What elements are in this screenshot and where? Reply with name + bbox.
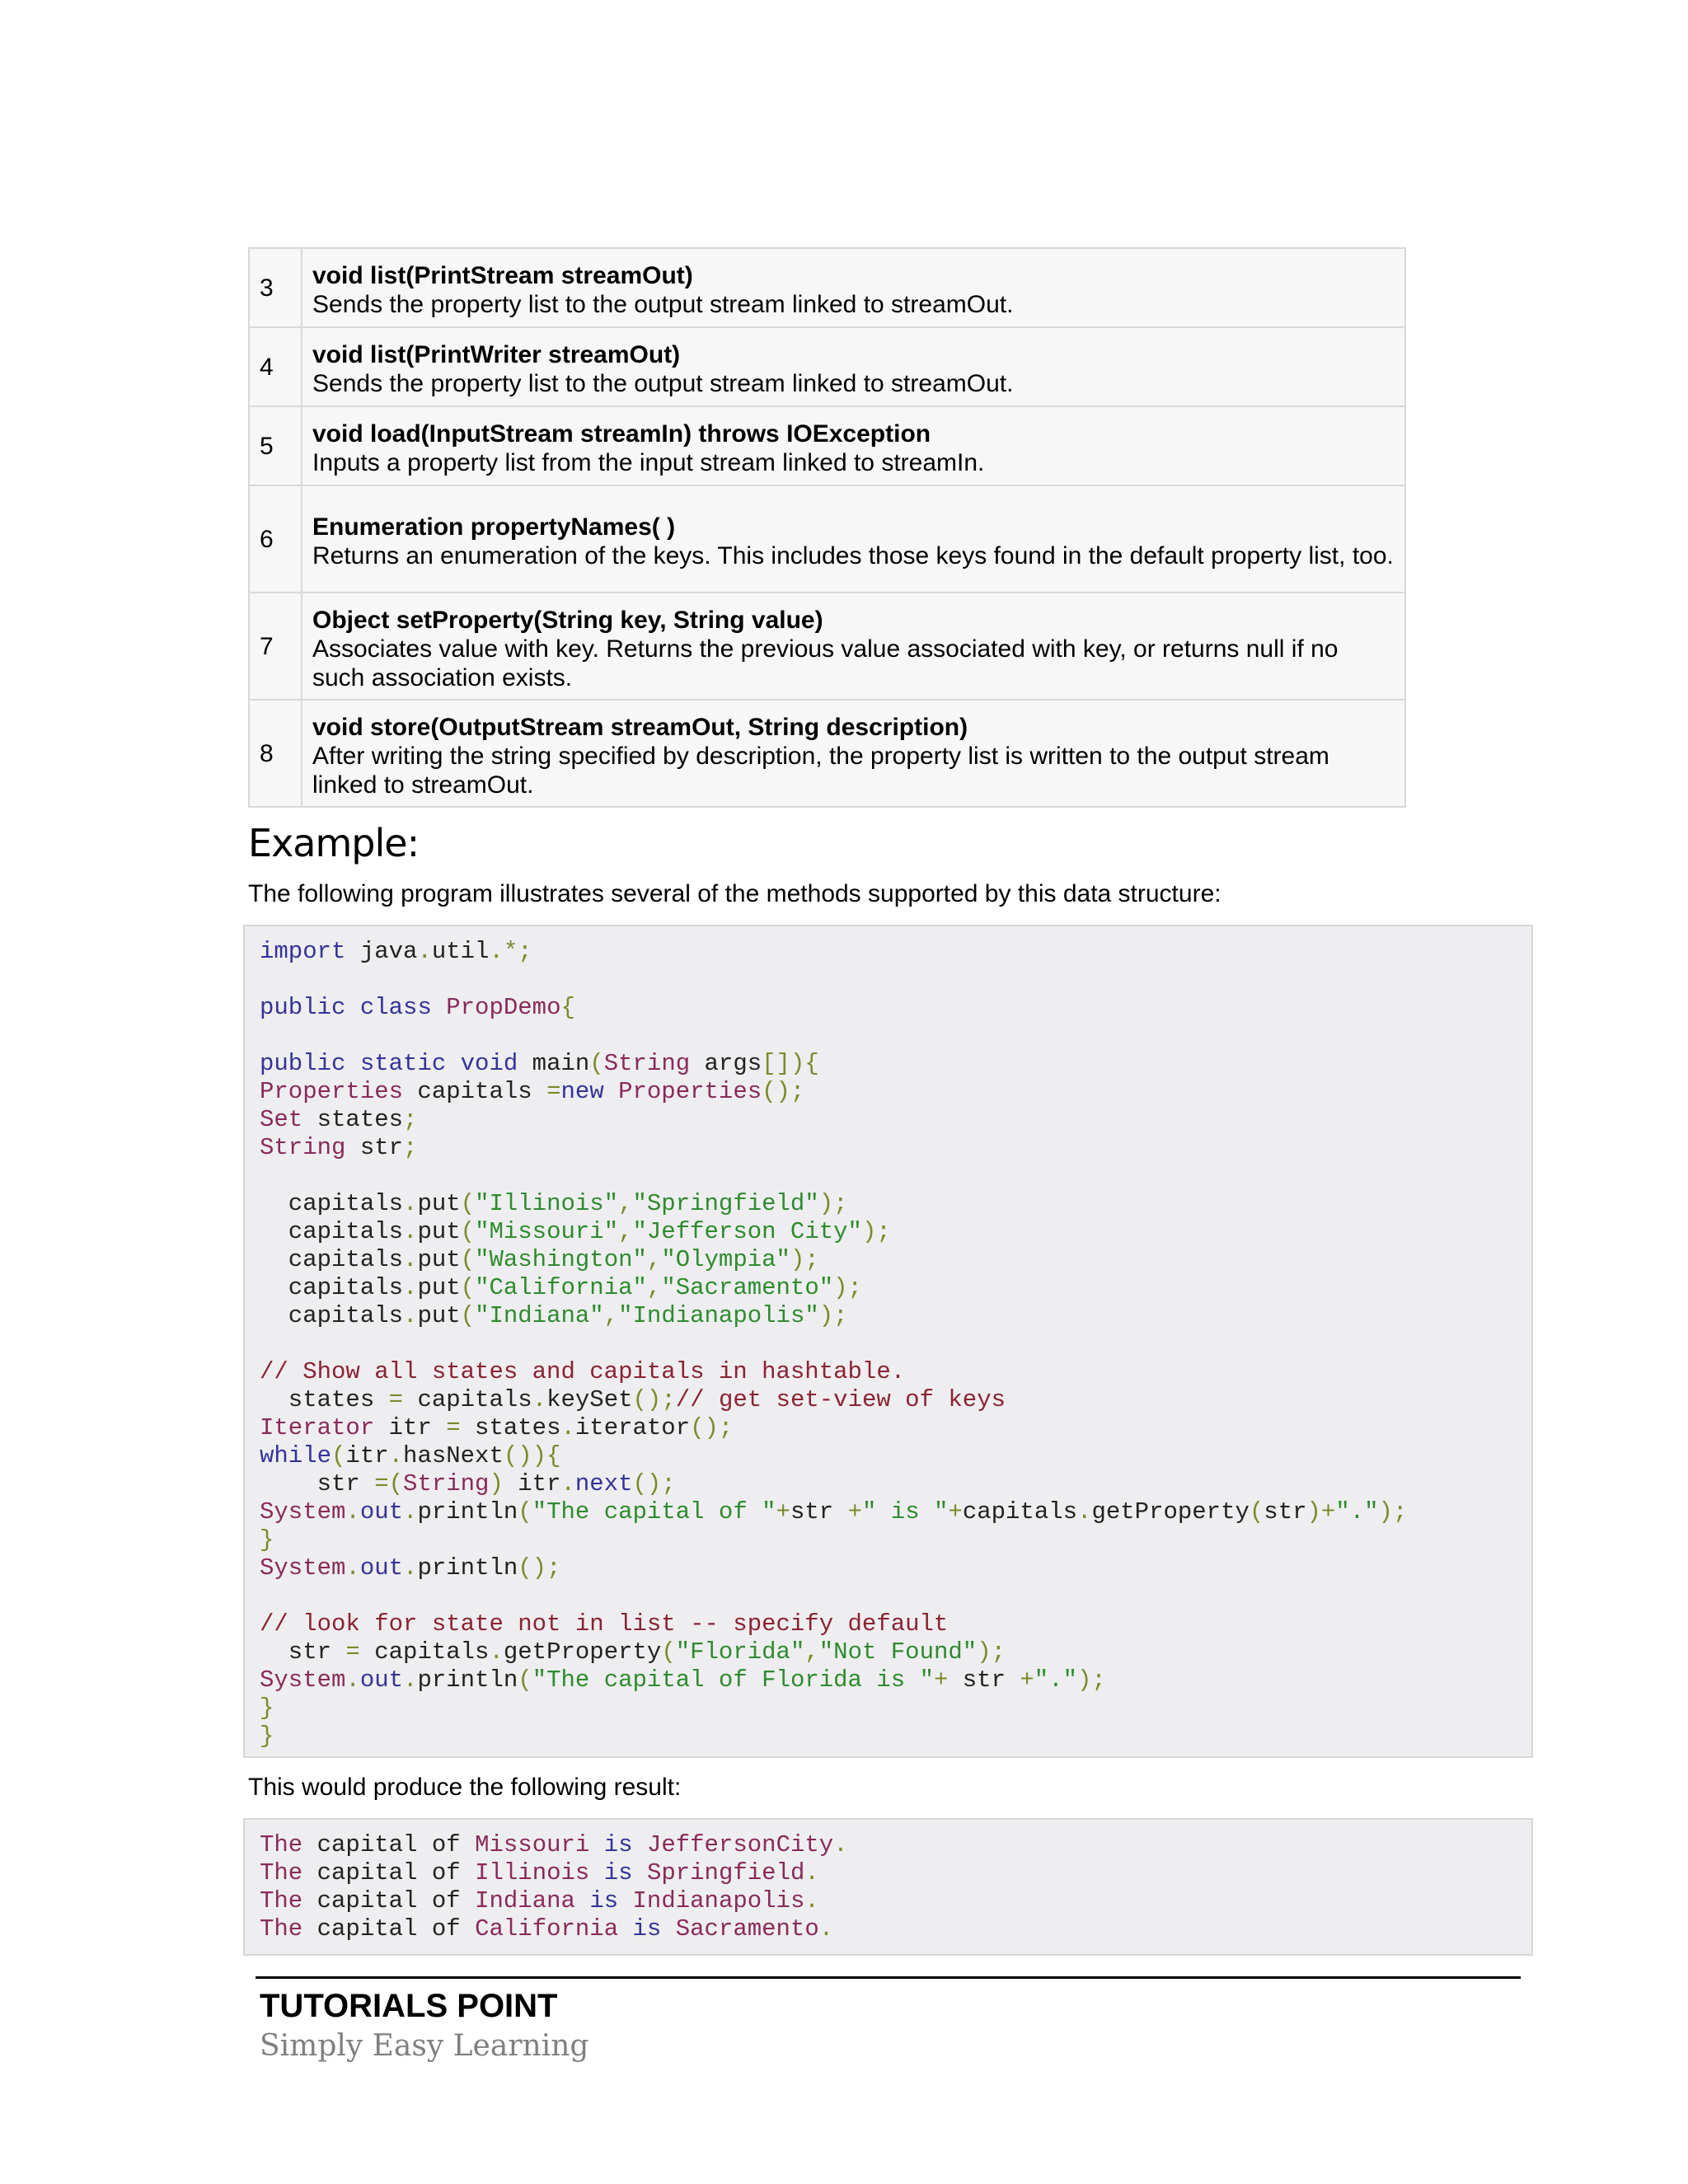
code-token: } bbox=[260, 1526, 274, 1554]
code-token: + bbox=[1020, 1666, 1034, 1694]
code-token: // get set-view of keys bbox=[675, 1386, 1006, 1413]
code-token: ; bbox=[403, 1106, 418, 1133]
code-token: Indianapolis bbox=[632, 1887, 805, 1915]
code-token: =( bbox=[374, 1470, 404, 1497]
code-token: ); bbox=[818, 1190, 848, 1217]
footer-tagline: Simply Easy Learning bbox=[260, 2029, 589, 2063]
output-line bbox=[260, 1915, 1531, 1943]
code-token: Properties bbox=[260, 1078, 404, 1105]
code-token: []){ bbox=[762, 1050, 819, 1077]
code-token: itr bbox=[503, 1470, 561, 1497]
code-token: capitals bbox=[403, 1078, 547, 1105]
code-line bbox=[260, 1582, 1531, 1610]
code-token: . bbox=[345, 1554, 360, 1582]
code-token: (); bbox=[632, 1470, 676, 1497]
code-token: "Jefferson City" bbox=[632, 1218, 862, 1245]
code-token: println bbox=[417, 1498, 518, 1526]
code-token: + bbox=[948, 1498, 963, 1526]
code-token: ( bbox=[1249, 1498, 1264, 1526]
code-token: str bbox=[1264, 1498, 1307, 1526]
method-cell bbox=[302, 700, 1405, 807]
method-signature: Object setProperty(String key, String value) bbox=[312, 606, 823, 634]
code-token: public bbox=[260, 994, 346, 1021]
code-token: . bbox=[417, 938, 432, 965]
code-token: . bbox=[560, 1414, 575, 1441]
method-number: 6 bbox=[249, 485, 302, 593]
code-token: ( bbox=[460, 1302, 476, 1329]
method-cell bbox=[302, 593, 1405, 700]
method-cell bbox=[302, 406, 1405, 485]
code-token: ( bbox=[460, 1190, 476, 1217]
code-token: println bbox=[417, 1666, 518, 1694]
code-token bbox=[432, 994, 446, 1021]
code-token: void bbox=[460, 1050, 518, 1077]
code-token: ( bbox=[460, 1274, 476, 1301]
code-token: System bbox=[260, 1554, 346, 1582]
code-token: capitals bbox=[359, 1638, 490, 1666]
code-token: , bbox=[646, 1274, 662, 1301]
code-token: . bbox=[403, 1498, 418, 1526]
code-token: getProperty bbox=[503, 1638, 662, 1666]
code-token: args bbox=[690, 1050, 762, 1077]
code-token: itr bbox=[374, 1414, 447, 1441]
code-token bbox=[461, 1831, 475, 1858]
code-token bbox=[575, 1887, 589, 1915]
method-number: 4 bbox=[249, 327, 302, 406]
code-token: ( bbox=[460, 1246, 476, 1273]
code-token: ); bbox=[1378, 1498, 1408, 1526]
code-token: ; bbox=[403, 1134, 418, 1161]
code-token: itr bbox=[345, 1442, 389, 1469]
code-token: out bbox=[359, 1554, 404, 1582]
code-line bbox=[260, 1470, 1531, 1498]
method-signature: void store(OutputStream streamOut, String description) bbox=[312, 713, 968, 741]
code-token: "California" bbox=[475, 1274, 647, 1301]
method-number: 7 bbox=[249, 593, 302, 700]
example-intro: The following program illustrates several of the methods supported by this data structure: bbox=[248, 880, 1221, 907]
code-token: . bbox=[403, 1246, 418, 1273]
code-token: Illinois bbox=[475, 1859, 590, 1886]
code-token bbox=[604, 1078, 618, 1105]
code-token: (); bbox=[762, 1078, 805, 1105]
code-token: JeffersonCity bbox=[646, 1831, 834, 1858]
code-token: capital bbox=[302, 1831, 432, 1858]
code-token: Set bbox=[260, 1106, 303, 1133]
code-token: = bbox=[546, 1078, 561, 1105]
code-token: Missouri bbox=[475, 1831, 590, 1858]
code-token: String bbox=[403, 1470, 490, 1497]
code-token: capitals bbox=[260, 1274, 404, 1301]
code-line bbox=[260, 1330, 1531, 1358]
code-token: . bbox=[403, 1218, 418, 1245]
code-line bbox=[260, 1246, 1531, 1274]
code-token: put bbox=[417, 1246, 461, 1273]
code-token: . bbox=[403, 1666, 418, 1694]
code-token: . bbox=[833, 1831, 848, 1858]
code-token: . bbox=[345, 1666, 360, 1694]
code-token: "Indiana" bbox=[475, 1302, 604, 1329]
code-token: + bbox=[933, 1666, 949, 1694]
code-token bbox=[446, 1050, 460, 1077]
code-token: ); bbox=[818, 1302, 848, 1329]
code-token: put bbox=[417, 1302, 461, 1329]
code-token: Sacramento bbox=[675, 1915, 819, 1943]
code-token: capitals bbox=[962, 1498, 1078, 1526]
code-token: " is " bbox=[861, 1498, 949, 1526]
code-token: . bbox=[804, 1887, 819, 1915]
code-token bbox=[345, 1050, 359, 1077]
method-cell bbox=[302, 327, 1405, 406]
code-token: util bbox=[431, 938, 490, 965]
code-token: "The capital of Florida is " bbox=[532, 1666, 934, 1694]
code-token: (); bbox=[690, 1414, 734, 1441]
code-token: The bbox=[260, 1831, 303, 1858]
code-token: ); bbox=[790, 1246, 819, 1273]
code-line bbox=[260, 1302, 1531, 1330]
example-heading: Example: bbox=[248, 821, 420, 865]
code-token: capital bbox=[302, 1915, 432, 1943]
code-token: main bbox=[518, 1050, 590, 1077]
code-token bbox=[618, 1915, 632, 1943]
code-token: "Sacramento" bbox=[661, 1274, 834, 1301]
code-token: of bbox=[431, 1915, 461, 1943]
code-token: Iterator bbox=[260, 1414, 375, 1441]
code-token: { bbox=[560, 994, 575, 1021]
code-token: of bbox=[431, 1887, 461, 1915]
code-token: . bbox=[403, 1302, 418, 1329]
code-token: // look for state not in list -- specify default bbox=[260, 1610, 949, 1638]
method-cell bbox=[302, 485, 1405, 593]
method-row bbox=[249, 406, 1405, 485]
output-line bbox=[260, 1859, 1531, 1887]
result-intro: This would produce the following result: bbox=[248, 1774, 682, 1801]
code-line bbox=[260, 1526, 1531, 1554]
code-token: , bbox=[603, 1302, 619, 1329]
code-line bbox=[260, 1638, 1531, 1666]
code-token: capital bbox=[302, 1887, 432, 1915]
code-token: put bbox=[417, 1190, 461, 1217]
footer-rule bbox=[256, 1976, 1521, 1979]
code-token: capitals bbox=[260, 1246, 404, 1273]
code-line bbox=[260, 1414, 1531, 1442]
code-token: ( bbox=[589, 1050, 604, 1077]
code-token: hasNext bbox=[403, 1442, 504, 1469]
code-token: class bbox=[359, 994, 432, 1021]
code-token: "Missouri" bbox=[475, 1218, 619, 1245]
method-description: Associates value with key. Returns the previous value associated with key, or returns null if no such association exists. bbox=[312, 635, 1339, 691]
code-token: . bbox=[403, 1190, 418, 1217]
example-code-block bbox=[243, 925, 1533, 1758]
method-description: Returns an enumeration of the keys. This includes those keys found in the default property list, too. bbox=[312, 542, 1394, 569]
code-token: is bbox=[589, 1887, 619, 1915]
code-token: states bbox=[302, 1106, 404, 1133]
code-token: System bbox=[260, 1666, 346, 1694]
code-token bbox=[461, 1915, 475, 1943]
code-line bbox=[260, 1190, 1531, 1218]
code-token: "." bbox=[1034, 1666, 1078, 1694]
code-token: str bbox=[260, 1470, 375, 1497]
output-line bbox=[260, 1831, 1531, 1859]
code-token: iterator bbox=[574, 1414, 691, 1441]
code-token bbox=[633, 1831, 647, 1858]
code-token: ) bbox=[489, 1470, 504, 1497]
method-description: After writing the string specified by description, the property list is written to the output stream linked to streamOut. bbox=[312, 742, 1329, 799]
code-token: "Washington" bbox=[475, 1246, 647, 1273]
code-token: .*; bbox=[489, 938, 532, 965]
code-line bbox=[260, 1498, 1531, 1526]
code-token: keySet bbox=[546, 1386, 633, 1413]
code-token bbox=[633, 1859, 647, 1886]
code-token: str bbox=[948, 1666, 1020, 1694]
code-token: . bbox=[818, 1915, 834, 1943]
code-token: put bbox=[417, 1218, 461, 1245]
output-line bbox=[260, 1887, 1531, 1915]
code-line bbox=[260, 966, 1531, 994]
code-token: import bbox=[260, 938, 346, 965]
method-row bbox=[249, 485, 1405, 593]
code-token: ); bbox=[977, 1638, 1006, 1666]
code-token: System bbox=[260, 1498, 346, 1526]
code-token: , bbox=[804, 1638, 819, 1666]
methods-table bbox=[248, 247, 1406, 808]
code-token bbox=[461, 1859, 475, 1886]
code-token: + bbox=[776, 1498, 790, 1526]
method-signature: void list(PrintWriter streamOut) bbox=[312, 341, 681, 368]
method-description: Sends the property list to the output stream linked to streamOut. bbox=[312, 291, 1014, 318]
code-token: . bbox=[532, 1386, 547, 1413]
code-token: The bbox=[260, 1915, 303, 1943]
code-token: The bbox=[260, 1887, 303, 1915]
code-token: getProperty bbox=[1091, 1498, 1250, 1526]
code-line bbox=[260, 1358, 1531, 1386]
code-token: of bbox=[431, 1859, 461, 1886]
code-token: . bbox=[345, 1498, 360, 1526]
code-line bbox=[260, 1134, 1531, 1162]
code-line bbox=[260, 1218, 1531, 1246]
code-line bbox=[260, 994, 1531, 1022]
code-token bbox=[345, 994, 359, 1021]
method-signature: Enumeration propertyNames( ) bbox=[312, 513, 676, 541]
code-token: California bbox=[475, 1915, 619, 1943]
code-token: (); bbox=[632, 1386, 676, 1413]
code-token: PropDemo bbox=[446, 994, 561, 1021]
code-line bbox=[260, 1722, 1531, 1750]
code-token: str bbox=[260, 1638, 346, 1666]
code-token: The bbox=[260, 1859, 303, 1886]
method-row bbox=[249, 248, 1405, 327]
code-token: ( bbox=[518, 1666, 532, 1694]
code-line bbox=[260, 1106, 1531, 1134]
code-token: out bbox=[359, 1666, 404, 1694]
code-token: ); bbox=[1077, 1666, 1106, 1694]
code-token: java bbox=[345, 938, 418, 965]
code-token bbox=[461, 1887, 475, 1915]
code-token: Springfield bbox=[646, 1859, 805, 1886]
code-token: . bbox=[388, 1442, 404, 1469]
code-token: capitals bbox=[260, 1218, 404, 1245]
code-token: , bbox=[618, 1190, 633, 1217]
code-line bbox=[260, 1162, 1531, 1190]
code-token: out bbox=[359, 1498, 404, 1526]
code-token: Properties bbox=[618, 1078, 762, 1105]
method-number: 5 bbox=[249, 406, 302, 485]
code-line bbox=[260, 1442, 1531, 1470]
code-line bbox=[260, 1666, 1531, 1694]
code-token: . bbox=[804, 1859, 819, 1886]
code-token bbox=[661, 1915, 675, 1943]
code-token: is bbox=[603, 1859, 633, 1886]
code-token: static bbox=[359, 1050, 447, 1077]
code-token: // Show all states and capitals in hashtable. bbox=[260, 1358, 906, 1385]
code-token: } bbox=[260, 1694, 274, 1722]
code-token: ( bbox=[518, 1498, 532, 1526]
code-token: str bbox=[790, 1498, 848, 1526]
code-token: } bbox=[260, 1722, 274, 1750]
code-line bbox=[260, 1078, 1531, 1106]
code-token bbox=[589, 1859, 603, 1886]
code-token: public bbox=[260, 1050, 346, 1077]
code-token: ); bbox=[833, 1274, 862, 1301]
code-token: ( bbox=[331, 1442, 346, 1469]
code-token: ); bbox=[861, 1218, 891, 1245]
code-token: + bbox=[847, 1498, 862, 1526]
code-token: "Not Found" bbox=[818, 1638, 978, 1666]
code-line bbox=[260, 1050, 1531, 1078]
code-token: Indiana bbox=[475, 1887, 575, 1915]
code-line bbox=[260, 1554, 1531, 1582]
code-token: = bbox=[446, 1414, 461, 1441]
code-token: ()){ bbox=[503, 1442, 561, 1469]
method-number: 3 bbox=[249, 248, 302, 327]
code-token: new bbox=[560, 1078, 604, 1105]
code-line bbox=[260, 1694, 1531, 1722]
code-token: ( bbox=[661, 1638, 676, 1666]
code-token: = bbox=[345, 1638, 360, 1666]
code-line bbox=[260, 1274, 1531, 1302]
code-token: ( bbox=[460, 1218, 476, 1245]
method-signature: void load(InputStream streamIn) throws IOException bbox=[312, 420, 931, 448]
method-description: Sends the property list to the output stream linked to streamOut. bbox=[312, 370, 1014, 397]
code-token: . bbox=[1077, 1498, 1092, 1526]
method-row bbox=[249, 700, 1405, 807]
result-output-block bbox=[243, 1818, 1533, 1956]
code-token: . bbox=[403, 1274, 418, 1301]
code-token bbox=[589, 1831, 603, 1858]
code-token: capitals bbox=[260, 1190, 404, 1217]
methods-table-body bbox=[249, 248, 1405, 807]
code-token: put bbox=[417, 1274, 461, 1301]
method-row bbox=[249, 327, 1405, 406]
code-line bbox=[260, 1610, 1531, 1638]
method-number: 8 bbox=[249, 700, 302, 807]
code-token: capitals bbox=[260, 1302, 404, 1329]
code-token: capitals bbox=[403, 1386, 532, 1413]
code-token: states bbox=[460, 1414, 561, 1441]
code-token: "Indianapolis" bbox=[618, 1302, 819, 1329]
footer-brand: TUTORIALS POINT bbox=[260, 1988, 558, 2024]
code-token: is bbox=[632, 1915, 662, 1943]
code-token: String bbox=[260, 1134, 346, 1161]
code-token: "Illinois" bbox=[475, 1190, 619, 1217]
code-token: "The capital of " bbox=[532, 1498, 776, 1526]
code-token: . bbox=[489, 1638, 504, 1666]
code-line bbox=[260, 938, 1531, 966]
code-token: is bbox=[603, 1831, 633, 1858]
method-signature: void list(PrintStream streamOut) bbox=[312, 262, 693, 289]
code-token: (); bbox=[518, 1554, 561, 1582]
method-cell bbox=[302, 248, 1405, 327]
code-token: capital bbox=[302, 1859, 432, 1886]
code-token: . bbox=[560, 1470, 575, 1497]
code-token: str bbox=[345, 1134, 404, 1161]
code-token: next bbox=[574, 1470, 633, 1497]
code-token bbox=[618, 1887, 632, 1915]
code-token: states bbox=[260, 1386, 389, 1413]
code-token: . bbox=[403, 1554, 418, 1582]
code-token: )+ bbox=[1306, 1498, 1336, 1526]
code-token: while bbox=[260, 1442, 332, 1469]
code-line bbox=[260, 1386, 1531, 1414]
code-token: "Springfield" bbox=[632, 1190, 819, 1217]
code-token: "." bbox=[1335, 1498, 1379, 1526]
code-token: = bbox=[388, 1386, 404, 1413]
code-token: "Olympia" bbox=[661, 1246, 790, 1273]
code-token: "Florida" bbox=[675, 1638, 805, 1666]
method-description: Inputs a property list from the input stream linked to streamIn. bbox=[312, 449, 985, 476]
code-token: , bbox=[618, 1218, 633, 1245]
code-token: , bbox=[646, 1246, 662, 1273]
method-row bbox=[249, 593, 1405, 700]
code-token: println bbox=[417, 1554, 518, 1582]
code-token: of bbox=[431, 1831, 461, 1858]
code-token: String bbox=[603, 1050, 691, 1077]
code-line bbox=[260, 1022, 1531, 1050]
